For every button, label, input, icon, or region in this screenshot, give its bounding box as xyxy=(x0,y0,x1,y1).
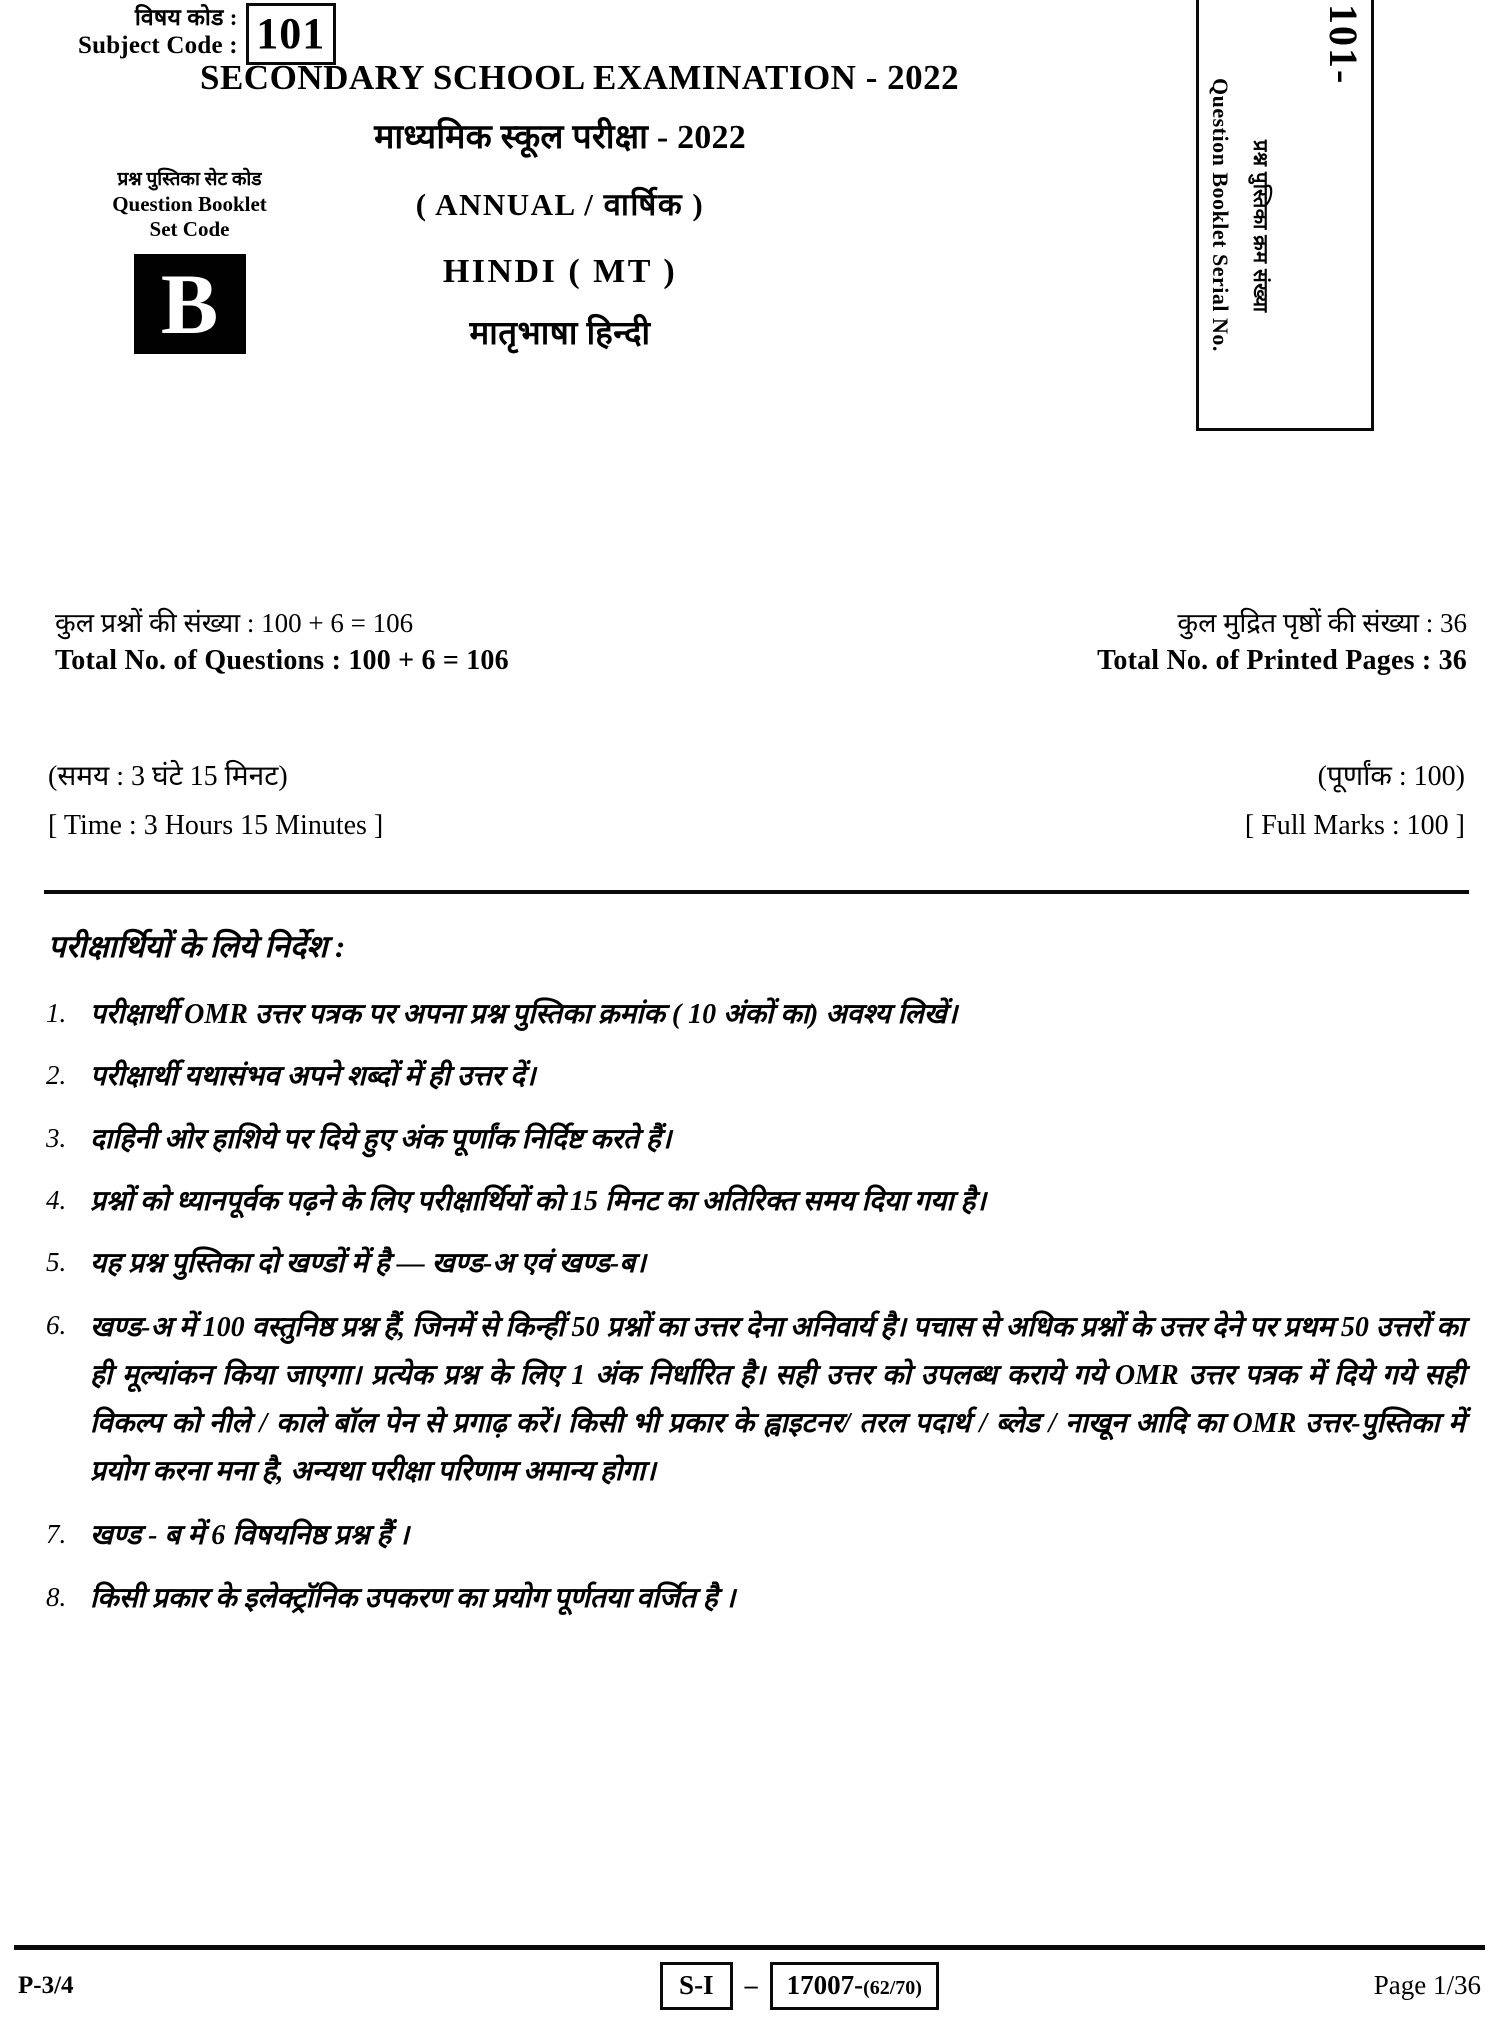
page-footer xyxy=(18,1962,1481,2010)
instruction-text: दाहिनी ओर हाशिये पर दिये हुए अंक पूर्णांक निर्दिष्ट करते हैं। xyxy=(90,1123,672,1155)
subject-code-labels xyxy=(78,2,238,61)
exam-session: ( ANNUAL / वार्षिक ) xyxy=(415,187,705,222)
instruction-text: परीक्षार्थी OMR उत्तर पत्रक पर अपना प्रश्न पुस्तिका क्रमांक ( 10 अंकों का) अवश्य लिखें। xyxy=(90,999,958,1030)
instruction-item xyxy=(46,1241,1465,1286)
instruction-item xyxy=(46,992,1465,1037)
instruction-text: यह प्रश्न पुस्तिका दो खण्डों में है — खण्ड-अ एवं खण्ड-ब। xyxy=(90,1248,646,1280)
subject-code-block xyxy=(78,2,336,65)
instruction-item xyxy=(46,1117,1465,1162)
meta-counts-row xyxy=(55,605,1467,681)
total-questions-english: Total No. of Questions : 100 + 6 = 106 xyxy=(55,645,509,677)
serial-prefix-number: 101- xyxy=(1321,4,1366,86)
exam-title-block xyxy=(200,58,960,354)
instruction-number: 4. xyxy=(46,1185,67,1216)
instruction-item xyxy=(46,1304,1465,1497)
total-pages-english: Total No. of Printed Pages : 36 xyxy=(1097,645,1467,677)
set-code-label-english-line1: Question Booklet xyxy=(112,191,267,216)
subject-code-value: 101 xyxy=(246,3,336,65)
set-code-label-english-line2: Set Code xyxy=(149,216,230,241)
horizontal-rule-bottom xyxy=(14,1945,1485,1950)
instruction-number: 8. xyxy=(46,1581,67,1612)
footer-code-sub: (62/70) xyxy=(863,1977,922,1999)
instruction-text: खण्ड - ब में 6 विषयनिष्ठ प्रश्न हैं । xyxy=(90,1520,409,1552)
meta-time-marks-row xyxy=(48,758,1465,845)
footer-center-codes xyxy=(418,1962,1181,2010)
subject-code-label-hindi: विषय कोड : xyxy=(134,5,238,30)
instruction-number: 7. xyxy=(46,1519,67,1550)
exam-title-hindi: माध्यमिक स्कूल परीक्षा - 2022 xyxy=(374,119,746,156)
instructions-list xyxy=(46,992,1465,1638)
instruction-text: किसी प्रकार के इलेक्ट्रॉनिक उपकरण का प्रयोग पूर्णतया वर्जित है । xyxy=(90,1582,736,1614)
footer-booklet-code-box xyxy=(770,1962,939,2010)
subject-code-label-english: Subject Code : xyxy=(78,32,238,60)
serial-label-hindi: प्रश्न पुस्तिका क्रम संख्या xyxy=(1249,140,1271,313)
footer-code-main: 17007- xyxy=(786,1970,864,2000)
footer-dash: – xyxy=(744,1970,758,2000)
set-code-label-hindi: प्रश्न पुस्तिका सेट कोड xyxy=(117,169,262,190)
full-marks-block xyxy=(1245,758,1465,845)
time-hindi: (समय : 3 घंटे 15 मिनट) xyxy=(48,761,288,792)
horizontal-rule-top xyxy=(44,890,1469,894)
serial-label-english: Question Booklet Serial No. xyxy=(1208,78,1233,352)
instruction-item xyxy=(46,1513,1465,1558)
footer-paper-box: S-I xyxy=(660,1962,733,2010)
question-booklet-set-code xyxy=(82,168,297,354)
instruction-item xyxy=(46,1576,1465,1621)
total-questions-hindi: कुल प्रश्नों की संख्या : 100 + 6 = 106 xyxy=(55,608,414,638)
instruction-number: 5. xyxy=(46,1247,67,1278)
time-english: [ Time : 3 Hours 15 Minutes ] xyxy=(48,809,384,841)
subject-name-english: HINDI ( MT ) xyxy=(442,253,678,290)
set-code-value: B xyxy=(134,254,246,354)
footer-page-number: Page 1/36 xyxy=(1373,1970,1481,2001)
exam-title-english: SECONDARY SCHOOL EXAMINATION - 2022 xyxy=(200,58,960,97)
instruction-text: प्रश्नों को ध्यानपूर्वक पढ़ने के लिए परीक्षार्थियों को 15 मिनट का अतिरिक्त समय दिया गया है। xyxy=(90,1186,986,1218)
instruction-text: खण्ड-अ में 100 वस्तुनिष्ठ प्रश्न हैं, जिनमें से किन्हीं 50 प्रश्नों का उत्तर देना अनिवार्य है। पचास से अधिक प्रश्नों के उत्तर देने पर प्रथम 50 उत्तरों का ही मूल्यांकन किया जाएगा। प्रत्येक प्रश्न के लिए 1 अंक निर्धारित है। सही उत्तर को उपलब्ध कराये गये OMR उत्तर पत्रक में दिये गये सही विकल्प को नीले / काले बॉल पेन से प्रगाढ़ करें। किसी भी प्रकार के ह्वाइटनर/ तरल पदार्थ / ब्लेड / नाखून आदि का OMR उत्तर-पुस्तिका में प्रयोग करना मना है, अन्यथा परीक्षा परिणाम अमान्य होगा। xyxy=(90,1311,1465,1488)
full-marks-hindi: (पूर्णांक : 100) xyxy=(1317,761,1465,792)
instructions-heading: परीक्षार्थियों के लिये निर्देश : xyxy=(48,929,346,964)
instruction-number: 1. xyxy=(46,998,67,1028)
subject-name-hindi: मातृभाषा हिन्दी xyxy=(469,316,651,352)
question-booklet-serial-box xyxy=(1196,0,1374,431)
full-marks-english: [ Full Marks : 100 ] xyxy=(1244,809,1465,841)
instruction-text: परीक्षार्थी यथासंभव अपने शब्दों में ही उत्तर दें। xyxy=(90,1061,536,1093)
instruction-item xyxy=(46,1054,1465,1099)
total-pages-block xyxy=(1097,605,1467,681)
total-questions-block xyxy=(55,605,509,681)
footer-left-code: P-3/4 xyxy=(18,1971,74,1999)
instruction-number: 6. xyxy=(46,1309,67,1340)
time-block xyxy=(48,758,383,845)
instruction-number: 2. xyxy=(46,1060,67,1091)
instruction-number: 3. xyxy=(46,1122,67,1153)
total-pages-hindi: कुल मुद्रित पृष्ठों की संख्या : 36 xyxy=(1177,608,1467,638)
instruction-item xyxy=(46,1179,1465,1224)
